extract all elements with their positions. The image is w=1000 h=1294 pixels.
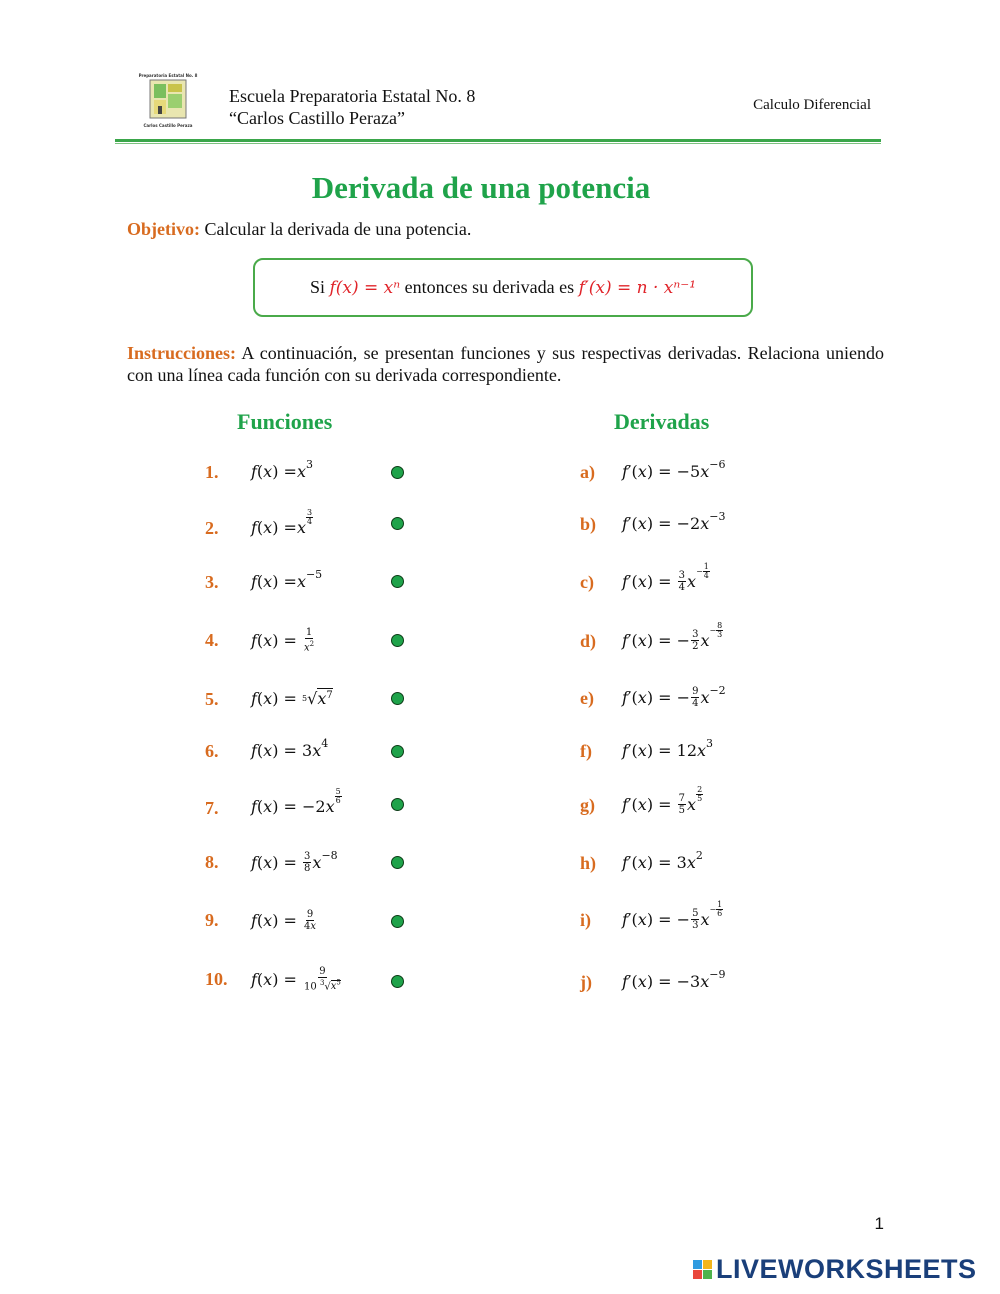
liveworksheets-brand bbox=[693, 1254, 977, 1285]
derivative-expr: f ′( x ) = $\frac{3}{4}$ x − $\frac{1}{4}$ bbox=[622, 561, 709, 593]
derivative-label: b) bbox=[580, 514, 597, 534]
match-dot[interactable] bbox=[391, 745, 404, 758]
derivative-expr: f ′( x ) = −2 x −3 bbox=[622, 509, 726, 533]
match-dot[interactable] bbox=[391, 692, 404, 705]
rule-prefix: Si bbox=[309, 277, 325, 297]
function-expr: f ( x ) = $\frac{3}{8}$ x −8 bbox=[251, 848, 338, 874]
rule-lhs: f(x) = xⁿ bbox=[329, 277, 401, 298]
function-label: 8. bbox=[205, 852, 219, 872]
course-name: Calculo Diferencial bbox=[753, 97, 871, 113]
function-label: 1. bbox=[205, 462, 219, 482]
derivative-expr: f ′( x ) = − $\frac{5}{3}$ x − $\frac{1}{6}$ bbox=[622, 899, 723, 931]
objective bbox=[127, 219, 471, 240]
function-label: 4. bbox=[205, 630, 219, 650]
instructions-label: Instrucciones: bbox=[127, 343, 236, 363]
header-divider bbox=[115, 139, 881, 142]
header-divider-thin bbox=[115, 143, 881, 144]
match-dot[interactable] bbox=[391, 856, 404, 869]
school-line-1: Escuela Preparatoria Estatal No. 8 bbox=[229, 86, 476, 106]
function-expr: f ( x ) = 5 √ $x^7$ bbox=[251, 688, 333, 708]
function-label: 2. bbox=[205, 518, 219, 538]
derivative-expr: f ′( x ) = 12 x 3 bbox=[622, 736, 714, 760]
function-label: 7. bbox=[205, 798, 219, 818]
derivative-label: d) bbox=[580, 631, 597, 651]
function-expr: f ( x ) = 3 x 4 bbox=[251, 736, 329, 760]
page-number: 1 bbox=[874, 1214, 884, 1233]
liveworksheets-icon bbox=[693, 1260, 712, 1279]
match-dot[interactable] bbox=[391, 517, 404, 530]
function-expr: f ( x ) = $\frac{9}{4x}$ bbox=[251, 908, 317, 932]
logo-text-top: Preparatoria Estatal No. 8 bbox=[138, 73, 198, 78]
function-expr: f ( x ) = $\frac{9}{10 ^3√x^5}$ bbox=[251, 965, 341, 993]
derivative-expr: f ′( x ) = − $\frac{9}{4}$ x −2 bbox=[622, 683, 726, 709]
match-dot[interactable] bbox=[391, 466, 404, 479]
function-label: 9. bbox=[205, 910, 219, 930]
function-label: 3. bbox=[205, 572, 219, 592]
function-expr: f ( x ) = −2 x 5 6 bbox=[251, 786, 341, 816]
power-rule-box bbox=[253, 258, 753, 317]
derivatives-heading: Derivadas bbox=[614, 409, 710, 434]
match-dot[interactable] bbox=[391, 575, 404, 588]
function-expr: f ( x ) = $\frac{1}{x^2}$ bbox=[251, 626, 315, 654]
function-expr: f ( x ) = x −5 bbox=[251, 567, 323, 591]
school-name bbox=[229, 85, 475, 129]
derivative-expr: f ′( x ) = 3 x 2 bbox=[622, 848, 703, 872]
derivative-label: h) bbox=[580, 853, 597, 873]
derivative-expr: f ′( x ) = −3 x −9 bbox=[622, 967, 726, 991]
match-dot[interactable] bbox=[391, 634, 404, 647]
instructions bbox=[127, 342, 884, 386]
function-label: 10. bbox=[205, 969, 228, 989]
logo-text-bottom: Carlos Castillo Peraza bbox=[143, 123, 193, 128]
school-logo bbox=[138, 72, 198, 130]
derivative-label: j) bbox=[580, 972, 592, 992]
derivative-label: c) bbox=[580, 572, 594, 592]
derivative-expr: f ′( x ) = $\frac{7}{5}$ x 2 5 bbox=[622, 784, 703, 816]
rule-middle: entonces su derivada es bbox=[404, 277, 575, 297]
match-dot[interactable] bbox=[391, 975, 404, 988]
function-label: 5. bbox=[205, 689, 219, 709]
objective-text: Calcular la derivada de una potencia. bbox=[204, 219, 472, 239]
brand-text: LIVEWORKSHEETS bbox=[716, 1254, 977, 1284]
instructions-text: A continuación, se presentan funciones y sus respectivas derivadas. Relaciona uniendo con una línea cada función con su derivada correspondiente. bbox=[127, 343, 884, 385]
functions-heading: Funciones bbox=[237, 409, 333, 434]
rule-rhs: f′(x) = n · xⁿ⁻¹ bbox=[578, 277, 697, 298]
function-expr: f ( x ) = x 3 bbox=[251, 457, 313, 481]
school-line-2: “Carlos Castillo Peraza” bbox=[229, 108, 405, 128]
derivative-expr: f ′( x ) = − $\frac{3}{2}$ x − $\frac{8}{3}$ bbox=[622, 620, 723, 652]
function-expr: f ( x ) = x 3 4 bbox=[251, 507, 313, 537]
derivative-label: g) bbox=[580, 795, 595, 815]
objective-label: Objetivo: bbox=[127, 219, 200, 239]
derivative-label: i) bbox=[580, 910, 591, 930]
function-label: 6. bbox=[205, 741, 219, 761]
derivative-expr: f ′( x ) = −5 x −6 bbox=[622, 457, 726, 481]
derivative-label: a) bbox=[580, 462, 595, 482]
page-title: Derivada de una potencia bbox=[311, 170, 651, 205]
derivative-label: e) bbox=[580, 688, 594, 708]
derivative-label: f) bbox=[580, 741, 592, 761]
match-dot[interactable] bbox=[391, 798, 404, 811]
match-dot[interactable] bbox=[391, 915, 404, 928]
